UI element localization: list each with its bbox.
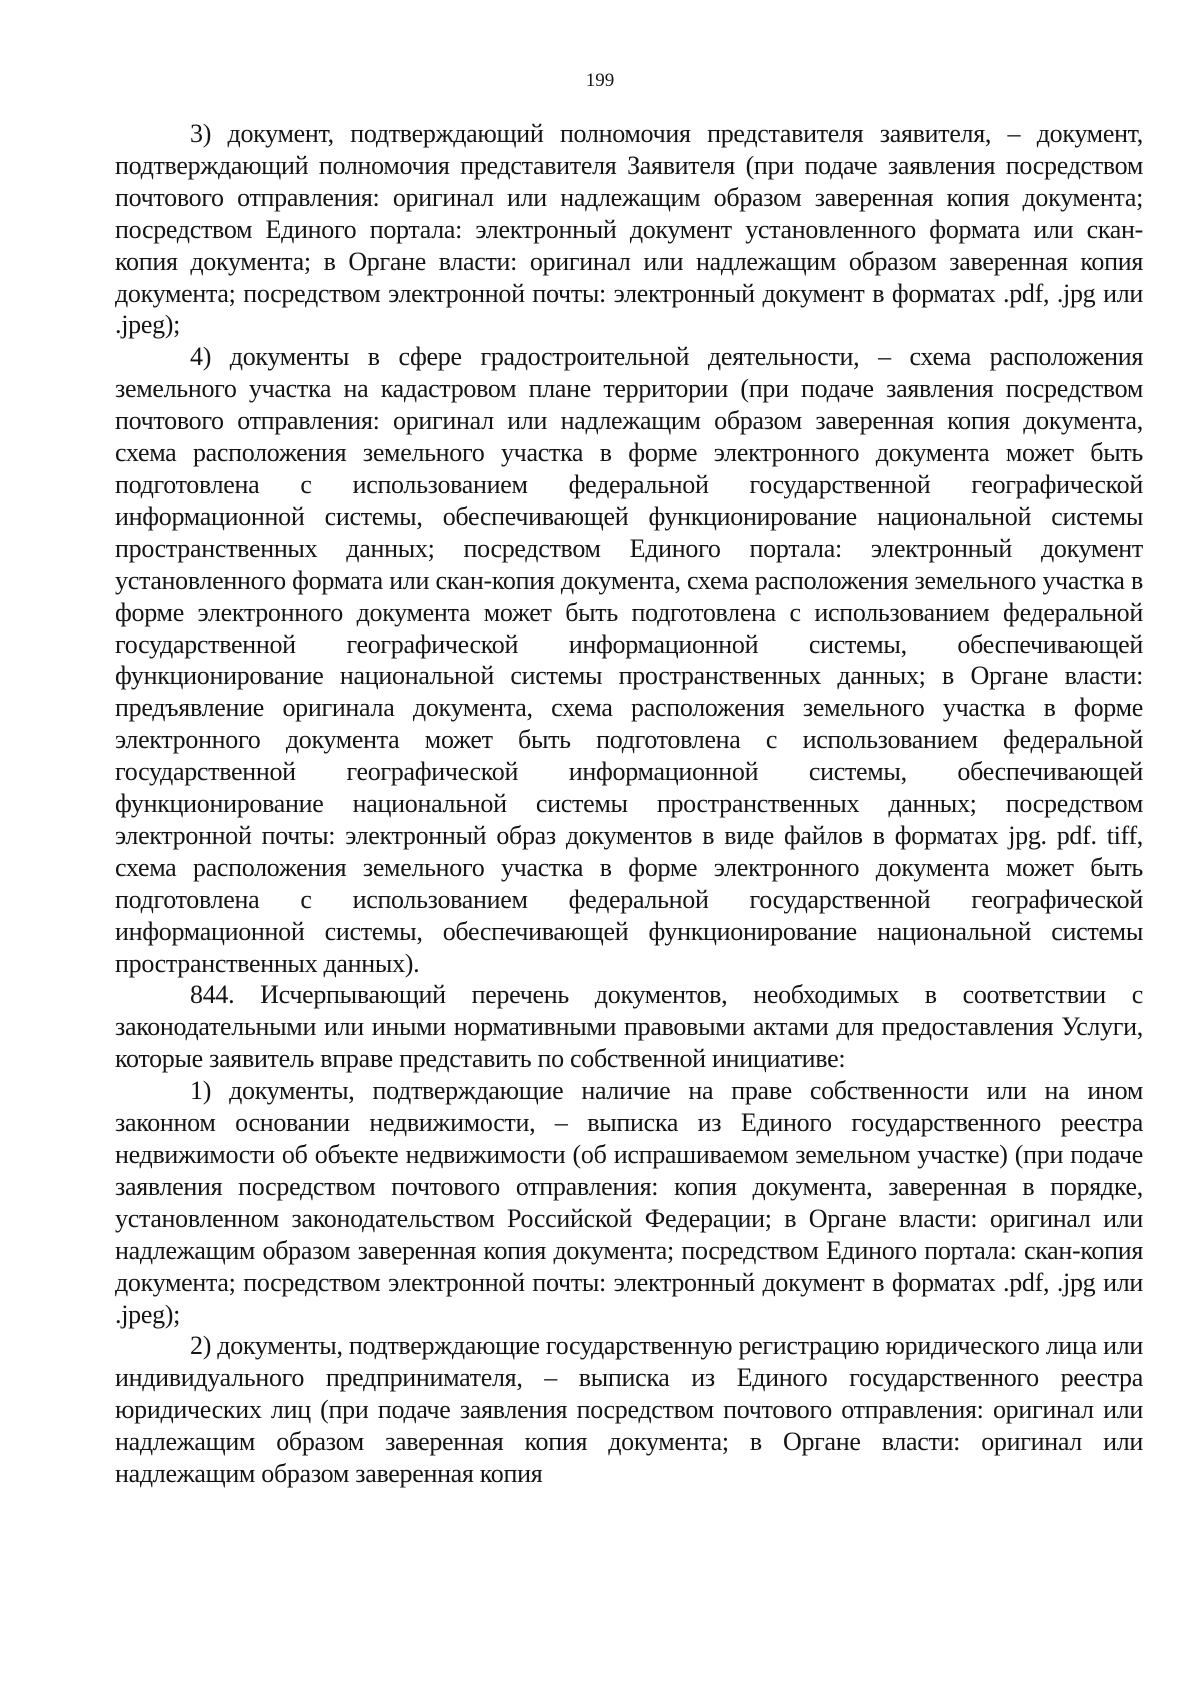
paragraph-844-optional-documents-list: 844. Исчерпывающий перечень документов, необходимых в соответствии с законодательными или иными нормативными правовыми актами для предоставления Услуги, которые заявитель вправе представить по собственной инициативе:	[115, 980, 1143, 1074]
paragraph-item-3-representative-authority: 3) документ, подтверждающий полномочия представителя заявителя, – документ, подтверждающий полномочия представителя Заявителя (при подаче заявления посредством почтового отправления: оригинал или надлежащим образом заверенная копия документа; посредством Единого портала: электронный документ установленного формата или скан-копия документа; в Органе власти: оригинал или надлежащим образом заверенная копия документа; посредством электронной почты: электронный документ в форматах .pdf, .jpg или .jpeg);	[115, 119, 1143, 340]
document-body	[115, 118, 1143, 1490]
paragraph-item-2-state-registration: 2) документы, подтверждающие государственную регистрацию юридического лица или индивидуального предпринимателя, – выписка из Единого государственного реестра юридических лиц (при подаче заявления посредством почтового отправления: оригинал или надлежащим образом заверенная копия документа; в Органе власти: оригинал или надлежащим образом заверенная копия	[115, 1331, 1143, 1489]
paragraph-item-4-urban-planning-documents: 4) документы в сфере градостроительной деятельности, – схема расположения земельного участка на кадастровом плане территории (при подаче заявления посредством почтового отправления: оригинал или надлежащим образом заверенная копия документа, схема расположения земельного участка в форме электронного документа может быть подготовлена с использованием федеральной государственной географической информационной системы, обеспечивающей функционирование национальной системы пространственных данных; посредством Единого портала: электронный документ установленного формата или скан-копия документа, схема расположения земельного участка в форме электронного документа может быть подготовлена с использованием федеральной государственной географической информационной системы, обеспечивающей функционирование национальной системы пространственных данных; в Органе власти: предъявление оригинала документа, схема расположения земельного участка в форме электронного документа может быть подготовлена с использованием федеральной государственной географической информационной системы, обеспечивающей функционирование национальной системы пространственных данных; посредством электронной почты: электронный образ документов в виде файлов в форматах jpg. pdf. tiff, схема расположения земельного участка в форме электронного документа может быть подготовлена с использованием федеральной государственной географической информационной системы, обеспечивающей функционирование национальной системы пространственных данных).	[115, 342, 1143, 978]
paragraph-item-1-property-rights: 1) документы, подтверждающие наличие на праве собственности или на ином законном основании недвижимости, – выписка из Единого государственного реестра недвижимости об объекте недвижимости (об испрашиваемом земельном участке) (при подаче заявления посредством почтового отправления: копия документа, заверенная в порядке, установленном законодательством Российской Федерации; в Органе власти: оригинал или надлежащим образом заверенная копия документа; посредством Единого портала: скан-копия документа; посредством электронной почты: электронный документ в форматах .pdf, .jpg или .jpeg);	[115, 1076, 1143, 1329]
page-number: 199	[585, 70, 615, 91]
